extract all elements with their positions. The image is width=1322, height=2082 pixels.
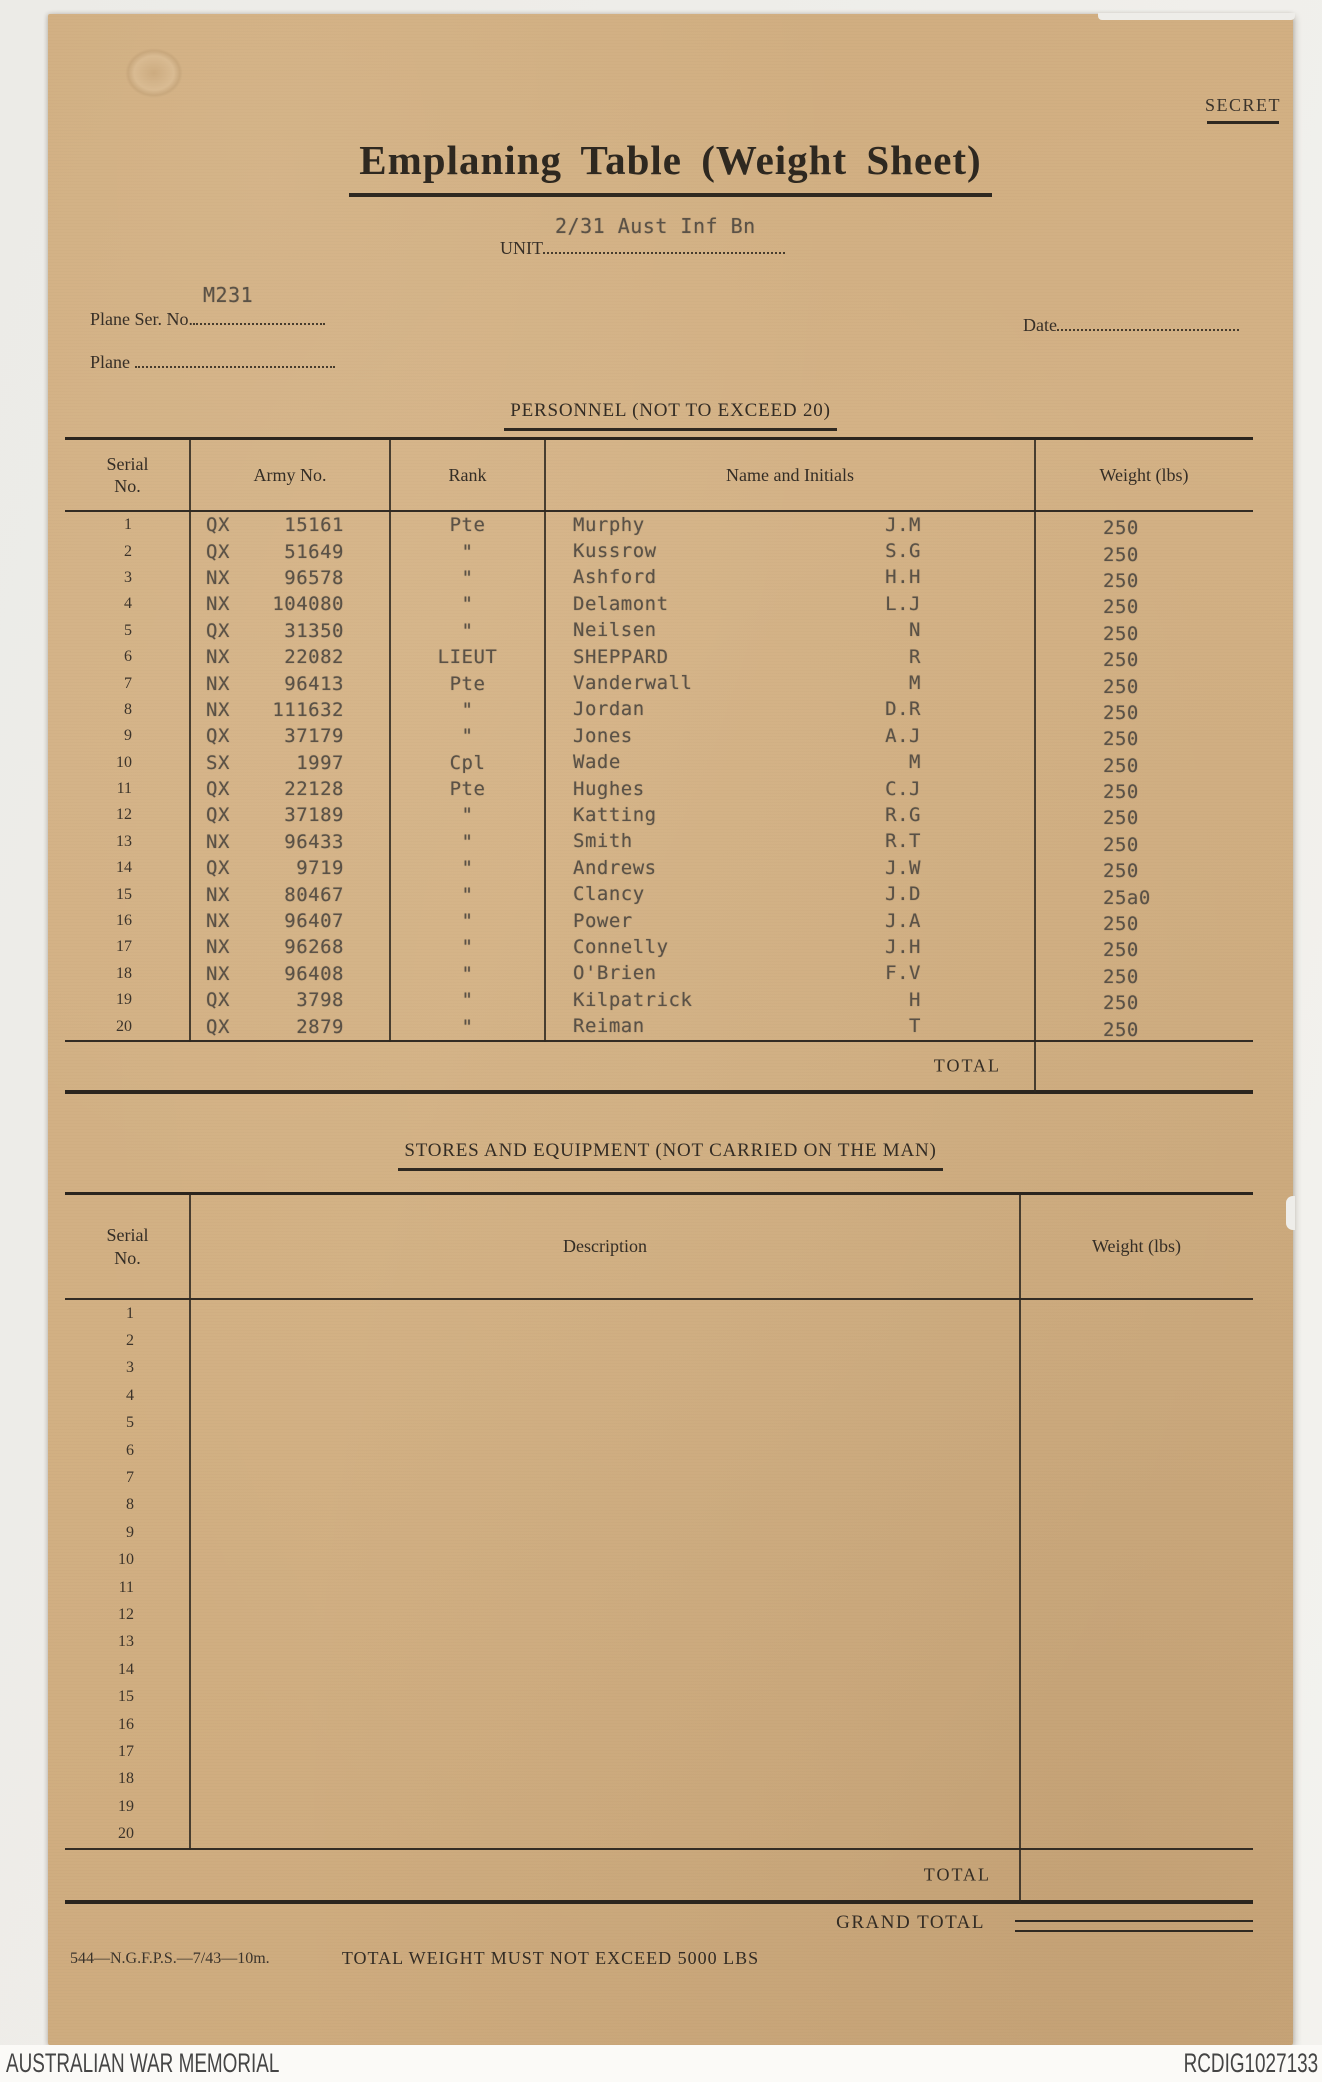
personnel-name	[545, 593, 1035, 616]
personnel-army-no	[190, 884, 390, 906]
initials: J.M	[885, 513, 921, 536]
personnel-army-no	[190, 910, 390, 932]
personnel-rank: "	[461, 804, 474, 827]
classification-stamp	[1205, 95, 1281, 124]
surname: Katting	[573, 803, 657, 826]
personnel-serial: 6	[124, 648, 132, 666]
plane-serial-dotted-line	[193, 283, 325, 325]
initials: J.H	[885, 935, 921, 958]
stores-serial: 18	[118, 1770, 134, 1788]
army-number: 22082	[284, 646, 344, 669]
personnel-army-no	[190, 752, 390, 774]
surname: Smith	[573, 830, 633, 853]
army-prefix: SX	[206, 751, 230, 774]
stores-table-body	[65, 1300, 1253, 1850]
date-label: Date	[1023, 315, 1057, 335]
surname: Jordan	[573, 698, 645, 721]
initials: J.A	[885, 909, 921, 932]
army-number: 96578	[284, 566, 344, 589]
initials: J.D	[885, 883, 921, 906]
surname: Kussrow	[573, 540, 657, 563]
personnel-row	[65, 512, 1253, 538]
army-number: 96407	[284, 910, 344, 933]
personnel-name	[545, 514, 1035, 537]
personnel-name	[545, 698, 1035, 721]
personnel-serial: 11	[116, 780, 132, 798]
personnel-serial: 1	[124, 516, 132, 534]
initials: N	[909, 619, 921, 642]
personnel-weight: 250	[1103, 649, 1139, 672]
army-number: 37179	[284, 725, 344, 748]
personnel-rank: "	[461, 566, 474, 589]
army-number: 3798	[296, 989, 344, 1012]
archive-institution: AUSTRALIAN WAR MEMORIAL	[6, 2048, 280, 2078]
personnel-rank: "	[461, 910, 474, 933]
stores-serial: 14	[118, 1660, 134, 1678]
stores-row	[65, 1574, 1253, 1601]
personnel-name	[545, 619, 1035, 642]
personnel-army-no	[190, 673, 390, 695]
personnel-name	[545, 830, 1035, 853]
surname: Hughes	[573, 777, 645, 800]
army-prefix: NX	[206, 672, 230, 695]
army-prefix: NX	[206, 910, 230, 933]
col-header-rank: Rank	[448, 464, 487, 485]
stores-row	[65, 1464, 1253, 1491]
army-number: 96413	[284, 672, 344, 695]
unit-typed-value: 2/31 Aust Inf Bn	[555, 214, 756, 238]
personnel-weight: 250	[1103, 913, 1139, 936]
initials: H	[909, 988, 921, 1011]
col-header-army-no: Army No.	[253, 464, 327, 485]
surname: Clancy	[573, 883, 645, 906]
unit-field	[500, 214, 785, 259]
army-prefix: NX	[206, 566, 230, 589]
personnel-army-no	[190, 567, 390, 589]
personnel-rank: LIEUT	[437, 646, 498, 669]
personnel-row	[65, 565, 1253, 591]
stores-row	[65, 1382, 1253, 1409]
grand-total-label: GRAND TOTAL	[836, 1912, 985, 1933]
plane-serial-label: Plane Ser. No.	[90, 309, 193, 329]
personnel-divider-3	[544, 440, 546, 1042]
personnel-row	[65, 987, 1253, 1013]
stores-row	[65, 1711, 1253, 1738]
army-number: 51649	[284, 540, 344, 563]
army-prefix: QX	[206, 619, 230, 642]
stores-serial: 1	[126, 1304, 134, 1322]
stores-serial: 5	[126, 1414, 134, 1432]
stores-serial: 16	[118, 1715, 134, 1733]
army-number: 2879	[296, 1015, 344, 1038]
personnel-weight: 250	[1103, 939, 1139, 962]
surname: Connelly	[573, 935, 669, 958]
personnel-rank: "	[461, 830, 474, 853]
surname: Murphy	[573, 513, 645, 536]
army-number: 111632	[272, 698, 344, 721]
surname: Vanderwall	[573, 672, 693, 695]
personnel-row	[65, 750, 1253, 776]
torn-right-edge	[1286, 1196, 1295, 1230]
personnel-name	[545, 725, 1035, 748]
personnel-row	[65, 618, 1253, 644]
personnel-weight: 250	[1103, 992, 1139, 1015]
army-number: 31350	[284, 619, 344, 642]
personnel-divider-2	[389, 440, 391, 1042]
personnel-serial: 12	[116, 806, 132, 824]
stores-divider-1	[189, 1195, 191, 1850]
personnel-serial: 7	[124, 674, 132, 692]
personnel-name	[545, 1015, 1035, 1038]
stores-serial: 15	[118, 1688, 134, 1706]
archive-reference: RCDIG1027133	[1183, 2048, 1318, 2078]
personnel-weight: 250	[1103, 965, 1139, 988]
surname: Jones	[573, 724, 633, 747]
stores-serial: 12	[118, 1605, 134, 1623]
personnel-serial: 17	[116, 938, 132, 956]
personnel-army-no	[190, 699, 390, 721]
surname: Neilsen	[573, 619, 657, 642]
personnel-total-row	[65, 1042, 1253, 1090]
army-prefix: QX	[206, 514, 230, 537]
surname: Delamont	[573, 592, 669, 615]
personnel-rank: Pte	[449, 778, 486, 801]
personnel-row	[65, 855, 1253, 881]
personnel-name	[545, 910, 1035, 933]
personnel-rank: "	[461, 619, 474, 642]
personnel-rank: "	[461, 857, 474, 880]
personnel-army-no	[190, 936, 390, 958]
document-paper	[48, 14, 1293, 2045]
personnel-rank: "	[461, 936, 474, 959]
personnel-serial: 20	[116, 1017, 132, 1035]
personnel-rank: Pte	[449, 514, 486, 537]
army-number: 96408	[284, 962, 344, 985]
personnel-serial: 15	[116, 885, 132, 903]
surname: Kilpatrick	[573, 988, 693, 1011]
initials: H.H	[885, 566, 921, 589]
stores-row	[65, 1519, 1253, 1546]
personnel-army-no	[190, 593, 390, 615]
stores-serial: 17	[118, 1742, 134, 1760]
army-number: 104080	[272, 593, 344, 616]
col-header-weight: Weight (lbs)	[1099, 464, 1189, 485]
plane-serial-typed-value: M231	[203, 283, 254, 307]
personnel-army-no	[190, 963, 390, 985]
surname: O'Brien	[573, 962, 657, 985]
stores-serial: 3	[126, 1359, 134, 1377]
army-number: 15161	[284, 514, 344, 537]
plane-dotted-line	[135, 352, 335, 368]
personnel-total-label: TOTAL	[933, 1055, 1001, 1076]
surname: Andrews	[573, 856, 657, 879]
personnel-army-no	[190, 831, 390, 853]
surname: Reiman	[573, 1015, 645, 1038]
personnel-row	[65, 802, 1253, 828]
personnel-rank: "	[461, 1015, 474, 1038]
personnel-serial: 13	[116, 832, 132, 850]
army-prefix: QX	[206, 725, 230, 748]
stores-serial: 4	[126, 1386, 134, 1404]
army-prefix: NX	[206, 883, 230, 906]
initials: L.J	[885, 592, 921, 615]
col-header-serial: Serial No.	[106, 453, 149, 496]
stores-row	[65, 1410, 1253, 1437]
personnel-weight: 250	[1103, 781, 1139, 804]
surname: SHEPPARD	[573, 645, 669, 668]
initials: R.G	[885, 803, 921, 826]
stores-row	[65, 1437, 1253, 1464]
personnel-serial: 3	[124, 568, 132, 586]
personnel-weight: 250	[1103, 860, 1139, 883]
personnel-serial: 5	[124, 621, 132, 639]
personnel-table-header	[65, 440, 1253, 512]
personnel-rank: "	[461, 593, 474, 616]
stores-serial: 7	[126, 1469, 134, 1487]
personnel-name	[545, 751, 1035, 774]
army-prefix: QX	[206, 857, 230, 880]
personnel-weight: 25a0	[1103, 886, 1151, 909]
army-number: 9719	[296, 857, 344, 880]
personnel-name	[545, 646, 1035, 669]
personnel-name	[545, 883, 1035, 906]
personnel-table	[65, 437, 1253, 1094]
personnel-rank: "	[461, 698, 474, 721]
army-prefix: NX	[206, 593, 230, 616]
page-title: Emplaning Table (Weight Sheet)	[48, 136, 1293, 197]
stores-divider-2	[1019, 1195, 1021, 1902]
stores-row	[65, 1820, 1253, 1847]
col-header-name: Name and Initials	[726, 464, 854, 485]
stores-row	[65, 1656, 1253, 1683]
army-prefix: QX	[206, 989, 230, 1012]
personnel-serial: 16	[116, 912, 132, 930]
archive-band	[0, 2045, 1322, 2082]
personnel-serial: 8	[124, 700, 132, 718]
army-number: 96268	[284, 936, 344, 959]
surname: Ashford	[573, 566, 657, 589]
stores-row	[65, 1766, 1253, 1793]
personnel-serial: 19	[116, 991, 132, 1009]
personnel-name	[545, 672, 1035, 695]
army-prefix: NX	[206, 962, 230, 985]
initials: D.R	[885, 698, 921, 721]
stores-row	[65, 1601, 1253, 1628]
personnel-army-no	[190, 725, 390, 747]
stores-table	[65, 1192, 1253, 1904]
personnel-weight: 250	[1103, 728, 1139, 751]
form-imprint: 544—N.G.F.P.S.—7/43—10m.	[70, 1950, 270, 1967]
date-dotted-line	[1057, 315, 1239, 331]
personnel-army-no	[190, 541, 390, 563]
personnel-weight: 250	[1103, 622, 1139, 645]
personnel-divider-4	[1034, 440, 1036, 1092]
stores-serial: 11	[118, 1578, 134, 1596]
col-header-description: Description	[563, 1236, 647, 1256]
army-number: 22128	[284, 778, 344, 801]
personnel-army-no	[190, 778, 390, 800]
army-prefix: NX	[206, 936, 230, 959]
personnel-row	[65, 881, 1253, 907]
stores-row	[65, 1327, 1253, 1354]
stores-total-row	[65, 1850, 1253, 1900]
initials: J.W	[885, 856, 921, 879]
personnel-row	[65, 934, 1253, 960]
personnel-weight: 250	[1103, 833, 1139, 856]
personnel-divider-1	[189, 440, 191, 1042]
personnel-weight: 250	[1103, 701, 1139, 724]
grand-total-lines	[1015, 1920, 1253, 1932]
stores-serial: 20	[118, 1825, 134, 1843]
personnel-name	[545, 936, 1035, 959]
unit-dotted-line	[543, 214, 785, 254]
personnel-weight: 250	[1103, 543, 1139, 566]
personnel-serial: 18	[116, 964, 132, 982]
personnel-row	[65, 961, 1253, 987]
personnel-army-no	[190, 804, 390, 826]
personnel-army-no	[190, 857, 390, 879]
classification-underline	[1207, 121, 1279, 124]
army-prefix: QX	[206, 1015, 230, 1038]
initials: A.J	[885, 724, 921, 747]
stores-row	[65, 1355, 1253, 1382]
stores-row	[65, 1547, 1253, 1574]
personnel-name	[545, 566, 1035, 589]
personnel-name	[545, 857, 1035, 880]
personnel-row	[65, 829, 1253, 855]
stores-row	[65, 1492, 1253, 1519]
plane-label: Plane	[90, 352, 130, 372]
initials: T	[909, 1015, 921, 1038]
stores-row	[65, 1793, 1253, 1820]
personnel-row	[65, 591, 1253, 617]
personnel-table-body	[65, 512, 1253, 1042]
initials: M	[909, 751, 921, 774]
initials: S.G	[885, 540, 921, 563]
army-prefix: QX	[206, 778, 230, 801]
unit-label: UNIT	[500, 238, 543, 258]
personnel-weight: 250	[1103, 517, 1139, 540]
stores-total-label: TOTAL	[923, 1864, 991, 1885]
personnel-name	[545, 962, 1035, 985]
army-number: 37189	[284, 804, 344, 827]
personnel-row	[65, 697, 1253, 723]
personnel-row	[65, 908, 1253, 934]
personnel-weight: 250	[1103, 1018, 1139, 1041]
stores-serial: 10	[118, 1551, 134, 1569]
personnel-rank: Cpl	[449, 751, 486, 774]
personnel-rank: "	[461, 962, 474, 985]
army-prefix: NX	[206, 830, 230, 853]
initials: C.J	[885, 777, 921, 800]
stores-section-heading: STORES AND EQUIPMENT (NOT CARRIED ON THE MAN)	[48, 1140, 1293, 1171]
stores-row	[65, 1738, 1253, 1765]
personnel-section-heading: PERSONNEL (NOT TO EXCEED 20)	[48, 400, 1293, 431]
stores-serial: 8	[126, 1496, 134, 1514]
personnel-rank: "	[461, 540, 474, 563]
personnel-army-no	[190, 514, 390, 536]
personnel-weight: 250	[1103, 596, 1139, 619]
personnel-row	[65, 723, 1253, 749]
paper-stain	[118, 42, 190, 104]
personnel-row	[65, 644, 1253, 670]
personnel-name	[545, 804, 1035, 827]
personnel-serial: 9	[124, 727, 132, 745]
date-field	[1023, 315, 1239, 336]
personnel-name	[545, 540, 1035, 563]
stores-serial: 2	[126, 1332, 134, 1350]
stores-table-header	[65, 1195, 1253, 1300]
personnel-serial: 4	[124, 595, 132, 613]
personnel-rank: "	[461, 989, 474, 1012]
army-number: 80467	[284, 883, 344, 906]
army-prefix: QX	[206, 540, 230, 563]
torn-top-edge	[1098, 13, 1295, 20]
stores-serial: 9	[126, 1523, 134, 1541]
classification-text: SECRET	[1204, 95, 1281, 115]
personnel-army-no	[190, 989, 390, 1011]
weight-warning: TOTAL WEIGHT MUST NOT EXCEED 5000 LBS	[341, 1948, 760, 1968]
initials: F.V	[885, 962, 921, 985]
personnel-serial: 2	[124, 542, 132, 560]
personnel-serial: 10	[116, 753, 132, 771]
stores-serial: 19	[118, 1797, 134, 1815]
stores-row	[65, 1300, 1253, 1327]
grand-total-row	[48, 1912, 1253, 1938]
personnel-weight: 250	[1103, 754, 1139, 777]
army-number: 1997	[296, 751, 344, 774]
personnel-army-no	[190, 620, 390, 642]
col-header-weight: Weight (lbs)	[1091, 1236, 1182, 1256]
plane-serial-field	[90, 283, 325, 330]
personnel-army-no	[190, 646, 390, 668]
initials: M	[909, 672, 921, 695]
personnel-row	[65, 776, 1253, 802]
surname: Wade	[573, 751, 621, 774]
stores-row	[65, 1683, 1253, 1710]
personnel-weight: 250	[1103, 569, 1139, 592]
personnel-rank: "	[461, 725, 474, 748]
personnel-serial: 14	[116, 859, 132, 877]
personnel-army-no	[190, 1016, 390, 1038]
personnel-name	[545, 778, 1035, 801]
personnel-name	[545, 989, 1035, 1012]
army-prefix: NX	[206, 698, 230, 721]
personnel-row	[65, 1013, 1253, 1039]
personnel-row	[65, 670, 1253, 696]
army-prefix: QX	[206, 804, 230, 827]
surname: Power	[573, 909, 633, 932]
personnel-weight: 250	[1103, 675, 1139, 698]
army-prefix: NX	[206, 646, 230, 669]
personnel-rank: Pte	[449, 672, 486, 695]
stores-serial: 13	[118, 1633, 134, 1651]
initials: R.T	[885, 830, 921, 853]
personnel-weight: 250	[1103, 807, 1139, 830]
army-number: 96433	[284, 830, 344, 853]
personnel-row	[65, 538, 1253, 564]
initials: R	[909, 645, 921, 668]
col-header-serial: Serial No.	[106, 1225, 149, 1268]
plane-field	[90, 352, 335, 373]
stores-serial: 6	[126, 1441, 134, 1459]
personnel-rank: "	[461, 883, 474, 906]
stores-row	[65, 1629, 1253, 1656]
